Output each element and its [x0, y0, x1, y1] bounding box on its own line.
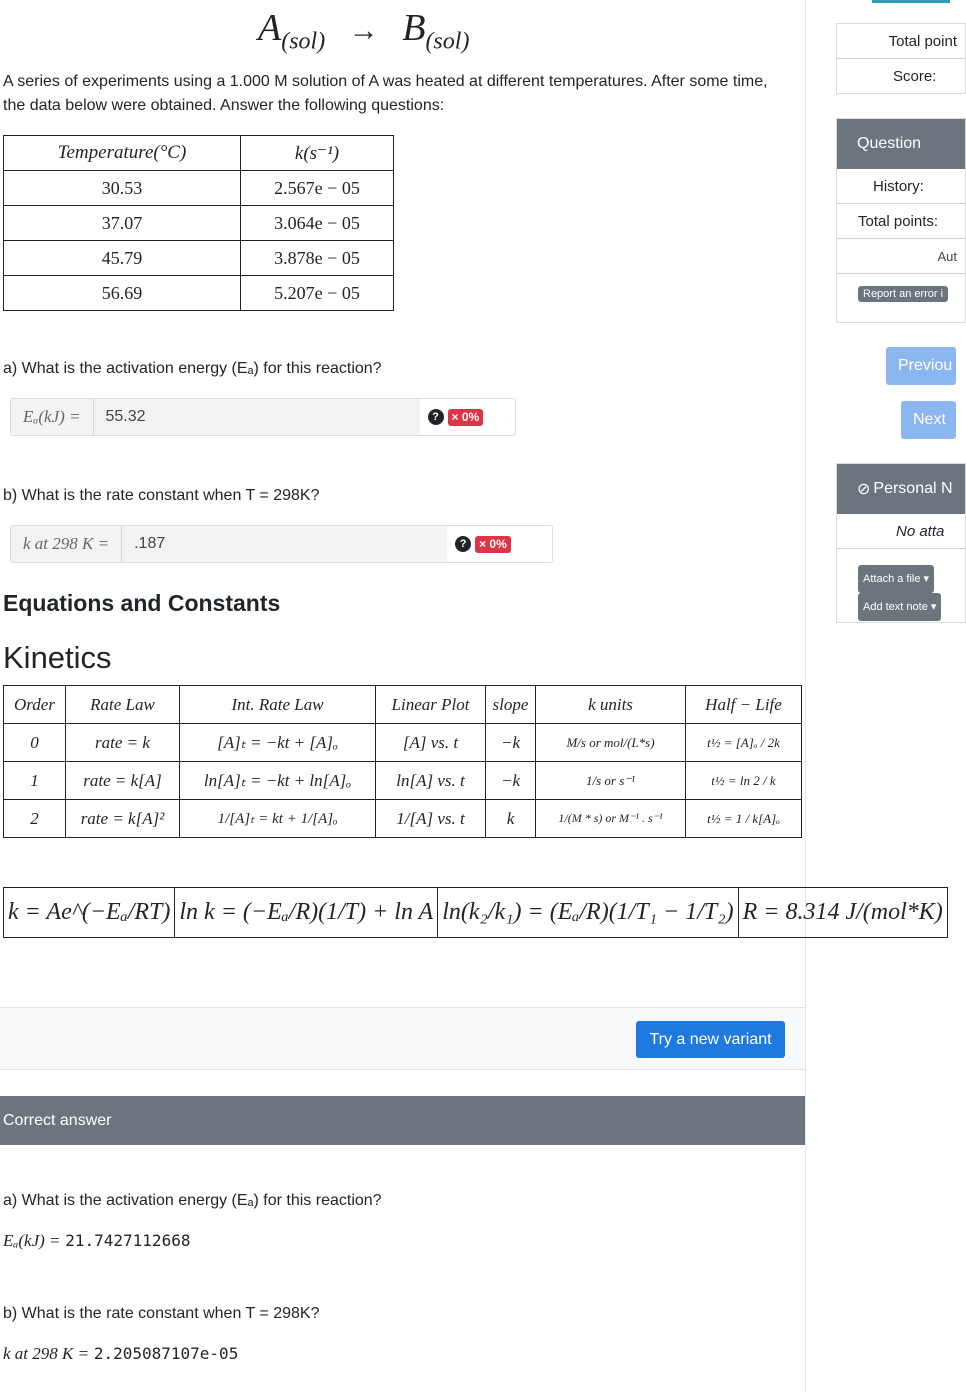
correct-b-question: b) What is the rate constant when T = 298K?: [3, 1305, 320, 1322]
top-accent-bar: [872, 0, 950, 3]
previous-question-button[interactable]: Previou: [886, 347, 956, 385]
assessment-score-card: [836, 23, 966, 94]
correct-b-value: 2.205087107e-05: [93, 1344, 239, 1363]
correct-a-value: 21.7427112668: [65, 1231, 191, 1250]
activation-energy-input[interactable]: [94, 399, 420, 435]
table-row: 0 rate = k [A]ₜ = −kt + [A]ₒ [A] vs. t −k M/s or mol/(L*s) t½ = [A]ₒ / 2k: [4, 724, 802, 762]
question-intro: A series of experiments using a 1.000 M solution of A was heated at different temperatures. After some time, the data below were obtained. Answer the following questions:: [3, 73, 768, 114]
arrhenius-equation: k = Ae^(−Eₐ/RT): [4, 888, 175, 938]
table-row: 45.79 3.878e − 05: [4, 241, 394, 276]
chevron-down-icon: ▾: [923, 573, 930, 585]
col-header-half-life: Half − Life: [686, 686, 802, 724]
part-a-label: Eₐ(kJ) =: [11, 399, 94, 435]
linear-arrhenius-equation: ln k = (−Eₐ/R)(1/T) + ln A: [175, 888, 438, 938]
table-row: 37.07 3.064e − 05: [4, 206, 394, 241]
col-header-k: k(s⁻¹): [241, 136, 394, 171]
history-label: History:: [837, 169, 965, 204]
variant-bar: [0, 1007, 805, 1070]
no-attachments-label: No atta: [837, 514, 965, 549]
score-badge: × 0%: [448, 409, 484, 426]
table-row: 30.53 2.567e − 05: [4, 171, 394, 206]
total-points-label: Total point: [837, 24, 965, 59]
correct-answer-header: Correct answer: [0, 1096, 805, 1145]
col-header-temperature: Temperature(°C): [4, 136, 241, 171]
table-row: 56.69 5.207e − 05: [4, 276, 394, 311]
chevron-down-icon: ▾: [930, 601, 937, 613]
correct-a-answer: Eₐ(kJ) = 21.7427112668: [3, 1231, 191, 1250]
rate-constant-input[interactable]: [122, 526, 447, 562]
experiment-data-table: [3, 135, 394, 311]
question-card: [836, 118, 966, 323]
score-label: Score:: [893, 68, 937, 85]
help-icon[interactable]: ?: [428, 409, 444, 425]
table-row: 2 rate = k[A]² 1/[A]ₜ = kt + 1/[A]ₒ 1/[A] vs. t k 1/(M * s) or M⁻¹ . s⁻¹ t½ = 1 / k[A]ₒ: [4, 800, 802, 838]
kinetics-table: [3, 685, 802, 838]
col-header-int-rate-law: Int. Rate Law: [180, 686, 376, 724]
correct-a-question: a) What is the activation energy (Eₐ) for this reaction?: [3, 1192, 382, 1209]
col-header-rate-law: Rate Law: [66, 686, 180, 724]
add-text-note-button[interactable]: Add text note ▾: [858, 593, 941, 621]
gas-constant: R = 8.314 J/(mol*K): [738, 888, 947, 938]
col-header-k-units: k units: [536, 686, 686, 724]
reaction-equation: $A_{(sol)} \to B_{(sol)}$: [258, 7, 470, 55]
table-row: 1 rate = k[A] ln[A]ₜ = −kt + ln[A]ₒ ln[A] vs. t −k 1/s or s⁻¹ t½ = ln 2 / k: [4, 762, 802, 800]
help-icon[interactable]: ?: [455, 536, 471, 552]
formula-table: [3, 887, 948, 938]
part-b-question: b) What is the rate constant when T = 298K?: [3, 487, 320, 504]
part-a-question: a) What is the activation energy (Eₐ) for this reaction?: [3, 360, 382, 377]
equations-heading: Equations and Constants: [3, 590, 281, 616]
next-question-button[interactable]: Next: [901, 401, 956, 439]
try-new-variant-button[interactable]: Try a new variant: [636, 1021, 785, 1058]
question-total-points-label: Total points:: [837, 204, 965, 239]
two-point-arrhenius-equation: ln(k₂/k₁) = (Eₐ/R)(1/T₁ − 1/T₂): [438, 888, 738, 938]
auto-grading-label: Aut: [837, 239, 965, 274]
correct-b-answer: k at 298 K = 2.205087107e-05: [3, 1344, 239, 1363]
paperclip-icon: ⊘: [857, 481, 871, 498]
attach-file-button[interactable]: Attach a file ▾: [858, 565, 934, 593]
col-header-order: Order: [4, 686, 66, 724]
score-badge: × 0%: [475, 536, 511, 553]
question-card-header: Question: [837, 119, 965, 169]
part-a-answer-group: [10, 398, 516, 436]
part-b-label: k at 298 K =: [11, 526, 122, 562]
col-header-slope: slope: [486, 686, 536, 724]
report-error-button[interactable]: Report an error i: [858, 286, 948, 302]
personal-notes-card: [836, 463, 966, 623]
personal-notes-header: ⊘ Personal N: [837, 464, 965, 514]
part-b-answer-group: [10, 525, 553, 563]
kinetics-heading: Kinetics: [3, 640, 112, 675]
col-header-linear-plot: Linear Plot: [376, 686, 486, 724]
